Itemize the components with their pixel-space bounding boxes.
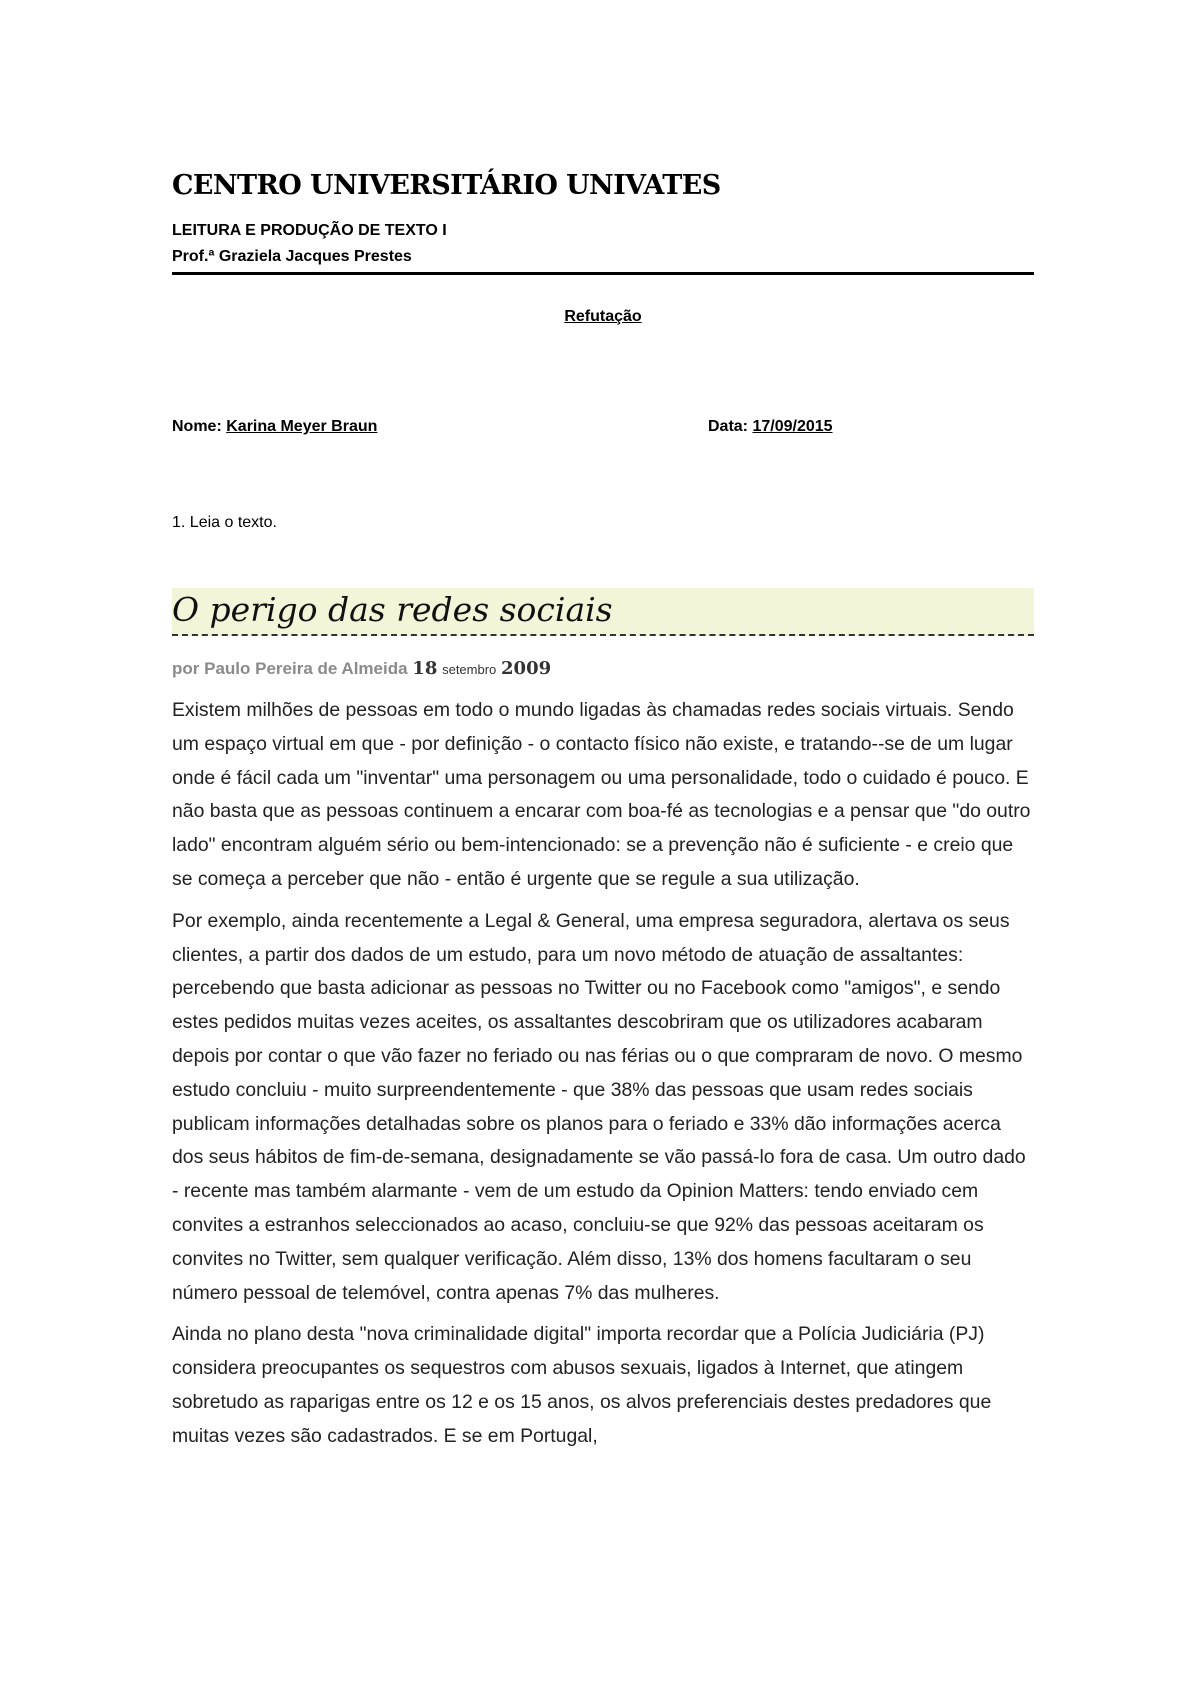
date-label: Data:	[708, 418, 749, 435]
name-value: Karina Meyer Braun	[226, 418, 378, 435]
article-paragraph: Existem milhões de pessoas em todo o mundo ligadas às chamadas redes sociais virtuais. Sendo um espaço virtual em que - por definição - o contacto físico não existe, e tratando--se de um lugar onde é fácil cada um "inventar" uma personagem ou uma personalidade, todo o cuidado é pouco. E não basta que as pessoas continuem a encarar com boa-fé as tecnologias e a pensar que "do outro lado" encontram alguém sério ou bem-intencionado: se a prevenção não é suficiente - e creio que se começa a perceber que não - então é urgente que se regule a sua utilização.	[172, 699, 1031, 890]
byline-month: setembro	[442, 662, 497, 677]
byline-year: 2009	[501, 658, 552, 679]
article-title: O perigo das redes sociais	[172, 590, 613, 629]
document-title: Refutação	[564, 308, 642, 325]
article-body	[172, 694, 1034, 1462]
institution-name: CENTRO UNIVERSITÁRIO UNIVATES	[172, 170, 721, 201]
article-paragraph: Ainda no plano desta "nova criminalidade digital" importa recordar que a Polícia Judiciária (PJ) considera preocupantes os sequestros com abusos sexuais, ligados à Internet, que atingem sobretudo as raparigas entre os 12 e os 15 anos, os alvos preferenciais destes predadores que muitas vezes são cadastrados. E se em Portugal,	[172, 1323, 992, 1447]
article-paragraph: Por exemplo, ainda recentemente a Legal & General, uma empresa seguradora, alertava os seus clientes, a partir dos dados de um estudo, para um novo método de atuação de assaltantes: percebendo que basta adicionar as pessoas no Twitter ou no Facebook como "amigos", e sendo estes pedidos muitas vezes aceites, os assaltantes descobriram que os utilizadores acabaram depois por contar o que vão fazer no feriado ou nas férias ou o que compraram de novo. O mesmo estudo concluiu - muito surpreendentemente - que 38% das pessoas que usam redes sociais publicam informações detalhadas sobre os planos para o feriado e 33% dão informações acerca dos seus hábitos de fim-de-semana, designadamente se vão passá-lo fora de casa. Um outro dado - recente mas também alarmante - vem de um estudo da Opinion Matters: tendo enviado cem convites a estranhos seleccionados ao acaso, concluiu-se que 92% das pessoas aceitaram os convites no Twitter, sem qualquer verificação. Além disso, 13% dos homens facultaram o seu número pessoal de telemóvel, contra apenas 7% das mulheres.	[172, 909, 1026, 1304]
course-name: LEITURA E PRODUÇÃO DE TEXTO I	[172, 222, 447, 239]
byline-author: por Paulo Pereira de Almeida	[172, 659, 408, 678]
article-byline	[172, 658, 551, 679]
instruction-text: 1. Leia o texto.	[172, 514, 277, 531]
date-value: 17/09/2015	[752, 418, 833, 435]
professor-name: Prof.ª Graziela Jacques Prestes	[172, 248, 412, 265]
byline-day: 18	[412, 658, 438, 679]
student-name-field	[172, 418, 377, 436]
article-title-banner	[172, 588, 1034, 636]
name-label: Nome:	[172, 418, 222, 435]
header-divider	[172, 272, 1034, 275]
date-field	[708, 418, 833, 436]
